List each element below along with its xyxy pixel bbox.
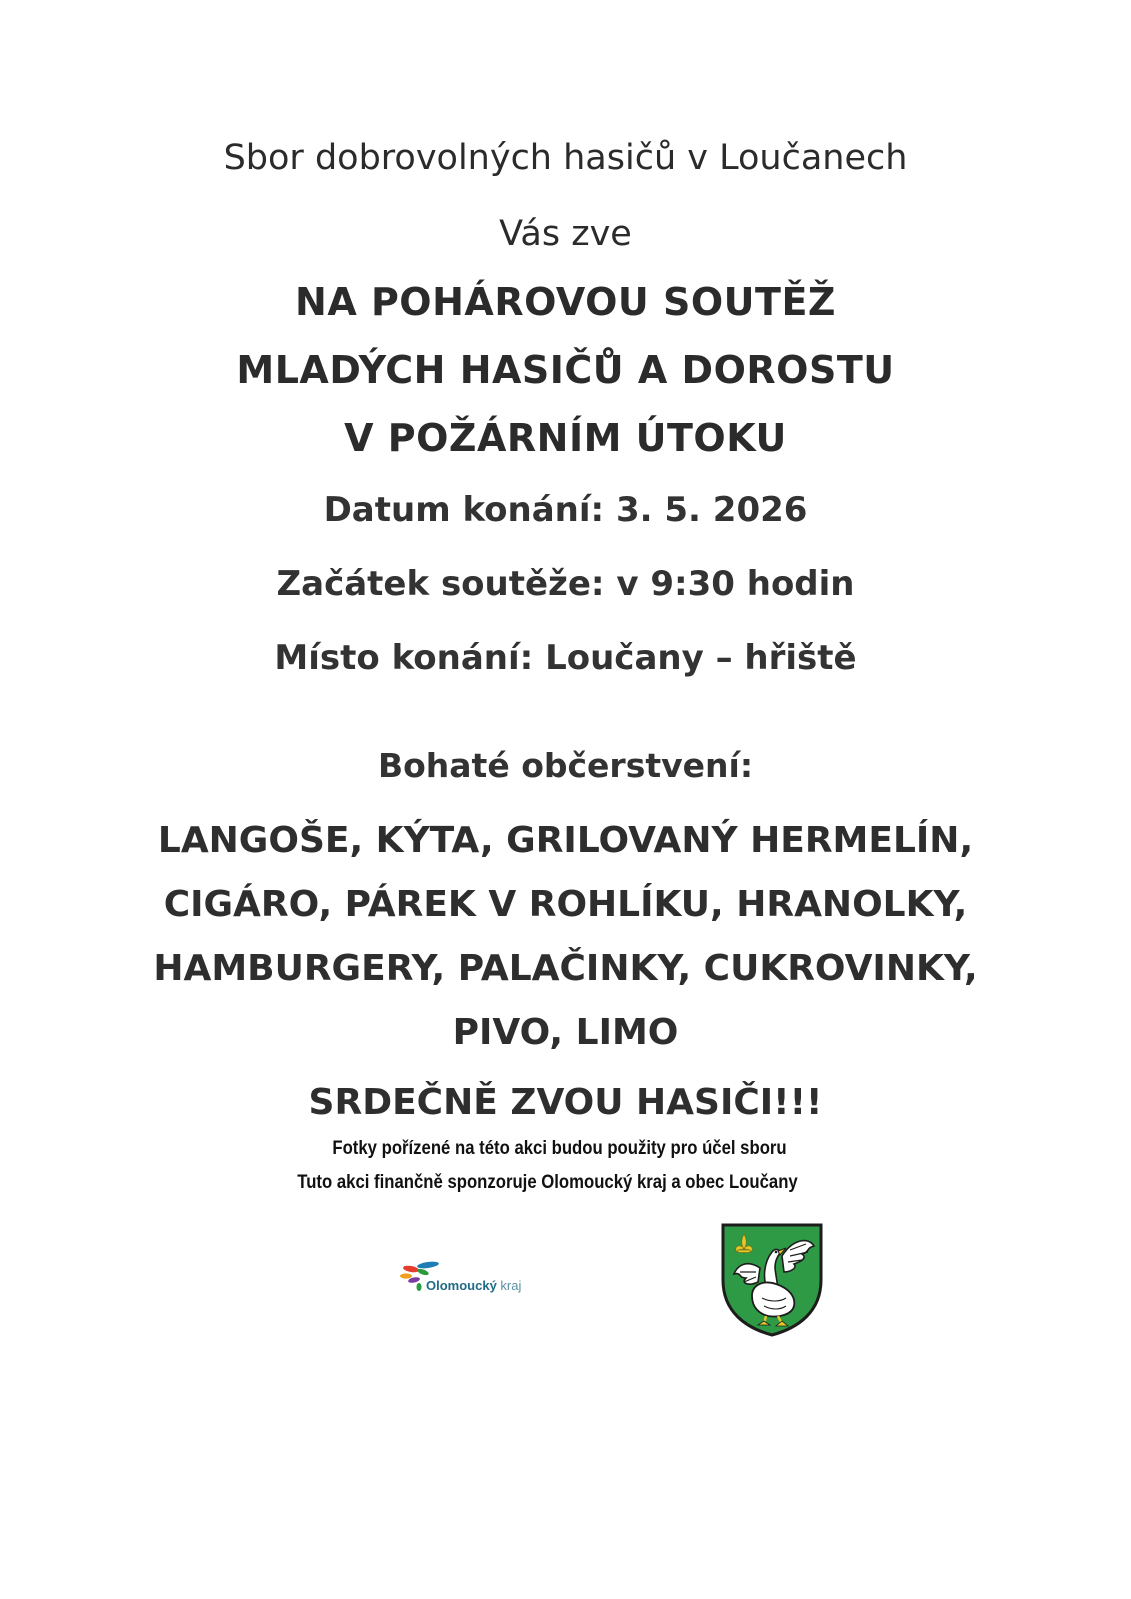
start-time-line: Začátek soutěže: v 9:30 hodin <box>276 564 855 604</box>
photo-notice: Fotky pořízené na této akci budou použity pro účel sboru <box>332 1138 787 1159</box>
loucany-coat-of-arms-icon <box>720 1222 824 1338</box>
date-line: Datum konání: 3. 5. 2026 <box>323 490 808 530</box>
refreshments-line-2: CIGÁRO, PÁREK V ROHLÍKU, HRANOLKY, <box>163 884 968 925</box>
organizer-line: Sbor dobrovolných hasičů v Loučanech <box>223 138 908 178</box>
closing-line: SRDEČNĚ ZVOU HASIČI!!! <box>308 1082 823 1123</box>
title-line-1: NA POHÁROVOU SOUTĚŽ <box>295 280 836 324</box>
title-line-2: MLADÝCH HASIČŮ A DOROSTU <box>236 348 895 392</box>
refreshments-line-4: PIVO, LIMO <box>452 1012 679 1053</box>
refreshments-heading: Bohaté občerstvení: <box>377 746 754 785</box>
refreshments-line-3: HAMBURGERY, PALAČINKY, CUKROVINKY, <box>153 948 978 989</box>
olomoucky-kraj-logo <box>398 1256 568 1304</box>
invite-line: Vás zve <box>499 214 632 254</box>
place-line: Místo konání: Loučany – hřiště <box>274 638 857 678</box>
refreshments-line-1: LANGOŠE, KÝTA, GRILOVANÝ HERMELÍN, <box>157 820 974 861</box>
kraj-logo-text: kraj <box>500 1278 522 1293</box>
olomoucky-logo-text: Olomoucký <box>426 1278 497 1293</box>
title-line-3: V POŽÁRNÍM ÚTOKU <box>344 416 787 460</box>
sponsor-notice: Tuto akci finančně sponzoruje Olomoucký kraj a obec Loučany <box>297 1172 798 1193</box>
